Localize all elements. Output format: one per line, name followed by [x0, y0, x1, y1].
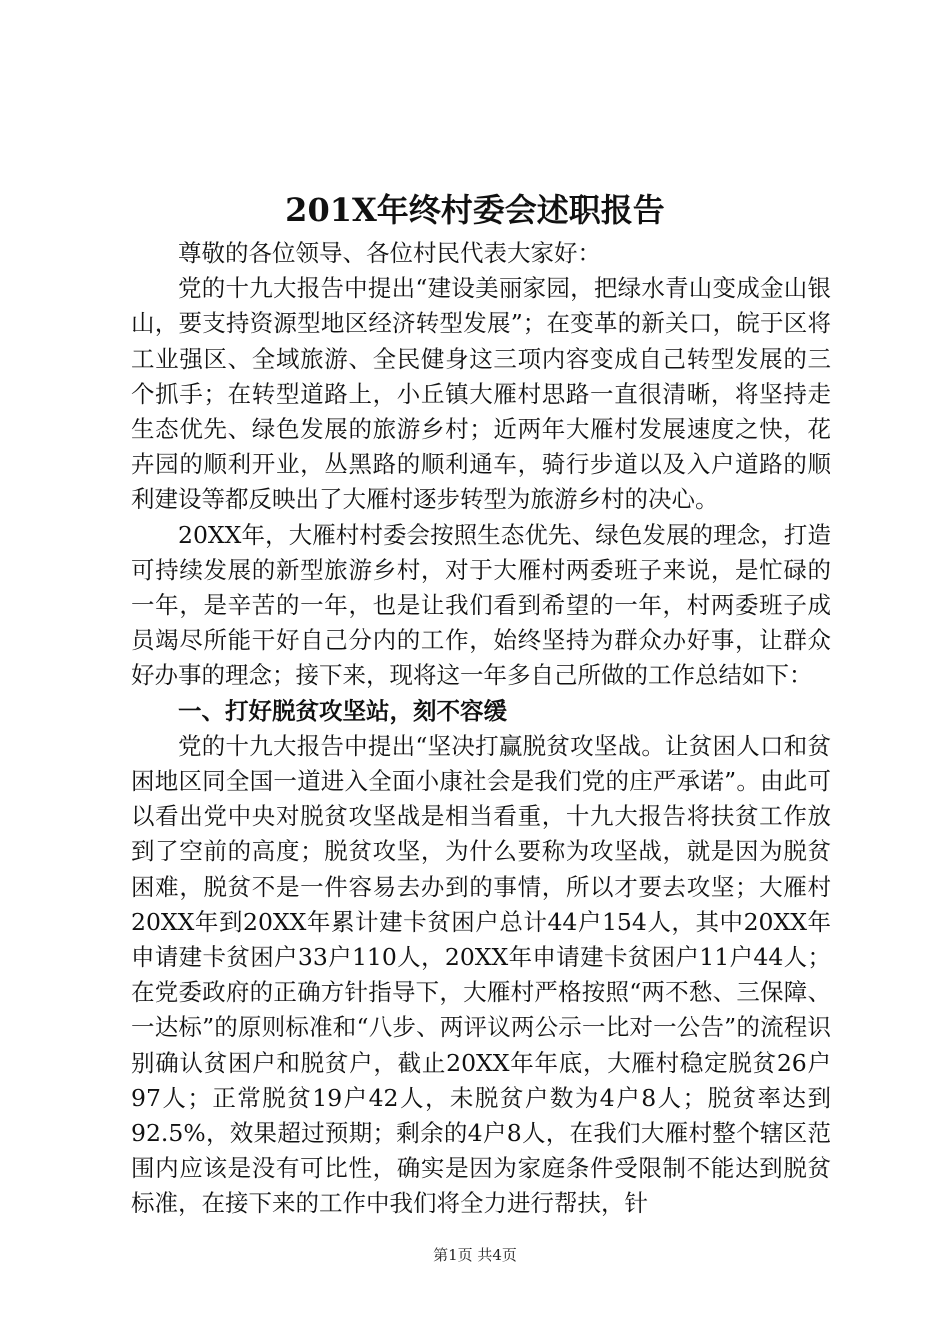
intro-paragraph: 党的十九大报告中提出“建设美丽家园，把绿水青山变成金山银山，要支持资源型地区经济转型发展”；在变革的新关口，皖于区将工业强区、全域旅游、全民健身这三项内容变成自己转型发展的三个抓手；在转型道路上，小丘镇大雁村思路一直很清晰，将坚持走生态优先、绿色发展的旅游乡村；近两年大雁村发展速度之快，花卉园的顺利开业，丛黑路的顺利通车，骑行步道以及入户道路的顺利建设等都反映出了大雁村逐步转型为旅游乡村的决心。	[131, 274, 831, 514]
document-title: 201X年终村委会述职报告	[285, 191, 665, 229]
summary-paragraph: 20XX年，大雁村村委会按照生态优先、绿色发展的理念，打造可持续发展的新型旅游乡村，对于大雁村两委班子来说，是忙碌的一年，是辛苦的一年，也是让我们看到希望的一年，村两委班子成员竭尽所能干好自己分内的工作，始终坚持为群众办好事，让群众好办事的理念；接下来，现将这一年多自己所做的工作总结如下：	[131, 520, 831, 690]
document-body	[131, 236, 831, 1222]
section-heading-1: 一、打好脱贫攻坚站，刻不容缓	[178, 696, 507, 725]
page-footer: 第1页 共4页	[433, 1246, 517, 1264]
section-1-paragraph: 党的十九大报告中提出“坚决打赢脱贫攻坚战。让贫困人口和贫困地区同全国一道进入全面小康社会是我们党的庄严承诺”。由此可以看出党中央对脱贫攻坚战是相当看重，十九大报告将扶贫工作放到了空前的高度；脱贫攻坚，为什么要称为攻坚战，就是因为脱贫困难，脱贫不是一件容易去办到的事情，所以才要去攻坚；大雁村20XX年到20XX年累计建卡贫困户总计44户154人，其中20XX年申请建卡贫困户33户110人，20XX年申请建卡贫困户11户44人；在党委政府的正确方针指导下，大雁村严格按照“两不愁、三保障、一达标”的原则标准和“八步、两评议两公示一比对一公告”的流程识别确认贫困户和脱贫户，截止20XX年年底，大雁村稳定脱贫26户97人；正常脱贫19户42人，未脱贫户数为4户8人；脱贫率达到92.5%，效果超过预期；剩余的4户8人，在我们大雁村整个辖区范围内应该是没有可比性，确实是因为家庭条件受限制不能达到脱贫标准，在接下来的工作中我们将全力进行帮扶，针	[131, 731, 831, 1218]
greeting-paragraph: 尊敬的各位领导、各位村民代表大家好：	[178, 239, 601, 267]
